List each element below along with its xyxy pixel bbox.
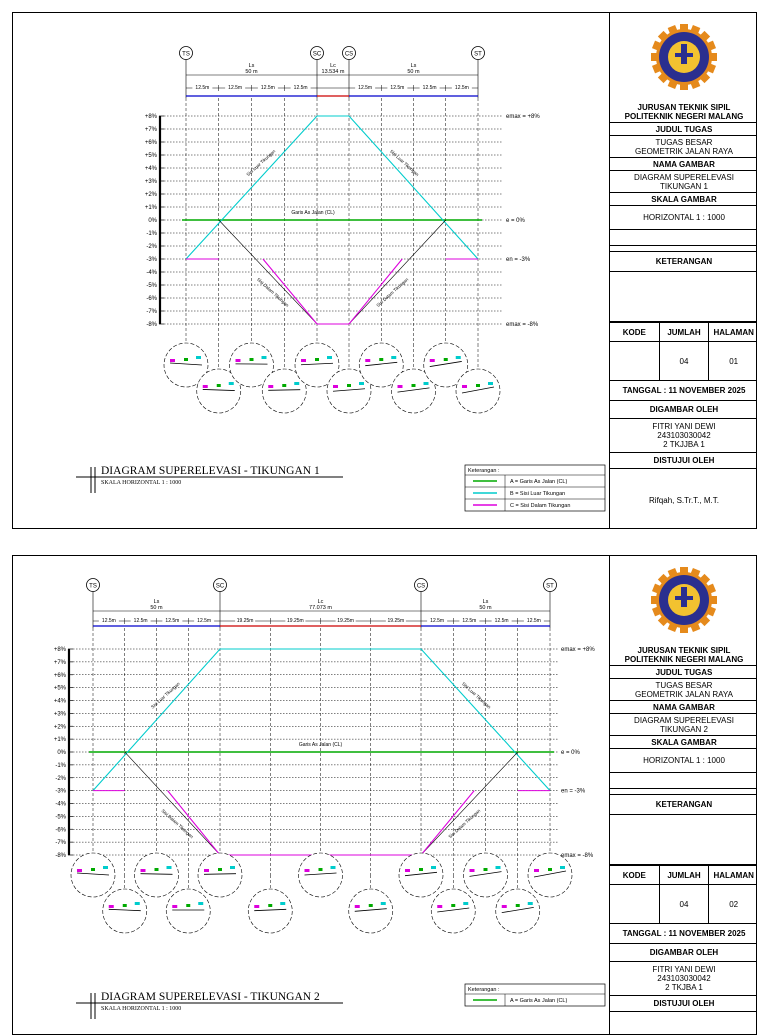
cross-section: [248, 875, 292, 933]
section-mark-c: [430, 359, 435, 362]
legend-item: B = Sisi Luar Tikungan: [510, 491, 565, 497]
section-mark-a: [548, 868, 552, 871]
percent-tick-label: +2%: [54, 724, 67, 730]
cross-section: [349, 875, 393, 933]
section-mark-c: [534, 869, 539, 872]
jumlah-value: 04: [660, 342, 710, 380]
section-mark-a: [217, 384, 221, 387]
percent-axis: [145, 114, 164, 328]
titleblock-disetujui-head: [610, 453, 757, 469]
drawing-scale-text: SKALA HORIZONTAL 1 : 1000: [101, 480, 181, 486]
station-marker: [415, 579, 428, 629]
segment-label: 12.5m: [195, 85, 209, 91]
section-mark-c: [470, 869, 475, 872]
titleblock-nama-head: NAMA GAMBAR: [653, 703, 715, 712]
halaman-head: HALAMAN: [709, 323, 757, 341]
percent-tick-label: -5%: [55, 814, 66, 820]
legend-title: Keterangan :: [468, 987, 500, 993]
percent-tick-label: -2%: [55, 776, 66, 782]
dimension-lines: [186, 63, 478, 75]
inner-edge-label-left: Sisi Dalam Tikungan: [160, 808, 194, 839]
halaman-value: 02: [709, 885, 757, 923]
jumlah-head: JUMLAH: [660, 323, 710, 341]
ls-value: 50 m: [479, 605, 492, 611]
inner-edge-c: [168, 791, 475, 855]
section-mark-c: [254, 905, 259, 908]
titleblock-judul-head: JUDUL TUGAS: [656, 668, 713, 677]
segment-label: 19.25m: [287, 618, 304, 624]
segment-label: 12.5m: [165, 618, 179, 624]
titleblock-name: FITRI YANI DEWI: [652, 422, 715, 431]
section-mark-b: [463, 902, 468, 905]
drawing-sheet-1: [12, 12, 757, 529]
section-mark-a: [516, 904, 520, 907]
section-mark-b: [381, 902, 386, 905]
percent-tick-label: -1%: [146, 231, 157, 237]
segment-label: 19.25m: [388, 618, 405, 624]
drawing-title: [76, 991, 343, 1019]
titleblock-nama-head: NAMA GAMBAR: [653, 160, 715, 169]
institution-logo: [610, 13, 757, 101]
titleblock-drafter: [610, 419, 757, 453]
percent-tick-label: +4%: [145, 166, 158, 172]
section-mark-b: [359, 382, 364, 385]
percent-tick-label: -2%: [146, 244, 157, 250]
section-mark-b: [230, 866, 235, 869]
ls-label: Ls: [154, 599, 160, 605]
section-mark-c: [170, 359, 175, 362]
titleblock-kelas: 2 TKJBA 1: [665, 983, 703, 992]
titleblock-disetujui-head: [610, 996, 757, 1012]
segment-label: 12.5m: [228, 85, 242, 91]
titleblock-judul-head: [610, 123, 757, 136]
section-circle: [456, 369, 500, 413]
cross-section: [299, 853, 343, 897]
titleblock-approver: Rifqah, S.Tr.T., M.T.: [649, 496, 719, 505]
titleblock-nama-head: [610, 158, 757, 171]
section-mark-c: [398, 385, 403, 388]
station-label: SC: [216, 583, 225, 589]
titleblock-judul-head: JUDUL TUGAS: [656, 125, 713, 134]
kode-table: [610, 865, 757, 924]
titleblock-keterangan-head: [610, 252, 757, 272]
percent-tick-label: +1%: [54, 737, 67, 743]
titleblock-nama-value: [610, 714, 757, 736]
section-mark-b: [424, 382, 429, 385]
section-mark-a: [476, 384, 480, 387]
percent-tick-label: +3%: [54, 711, 67, 717]
section-mark-c: [204, 869, 209, 872]
centerline-label: Garis As Jalan (CL): [291, 210, 335, 216]
titleblock-keterangan-head: [610, 795, 757, 815]
kode-value: [610, 342, 660, 380]
section-mark-b: [431, 866, 436, 869]
cross-section: [464, 853, 508, 897]
segment-label: 12.5m: [390, 85, 404, 91]
titleblock-institution: [610, 101, 757, 123]
section-circle: [431, 889, 475, 933]
station-label: SC: [313, 51, 322, 57]
percent-tick-label: +1%: [145, 205, 158, 211]
inner-edge-label-left: Sisi Dalam Tikungan: [256, 277, 290, 308]
titleblock-dept: JURUSAN TEKNIK SIPIL: [638, 646, 731, 655]
station-label: TS: [182, 51, 190, 57]
percent-tick-label: +6%: [145, 140, 158, 146]
titleblock-skala: HORIZONTAL 1 : 1000: [643, 756, 725, 765]
titleblock-tanggal: [610, 381, 757, 401]
station-label: CS: [417, 583, 425, 589]
e-label: e = 0%: [506, 218, 526, 224]
titleblock-judul-value: [610, 136, 757, 158]
segment-label: 12.5m: [495, 618, 509, 624]
titleblock-name: FITRI YANI DEWI: [652, 965, 715, 974]
section-mark-c: [502, 905, 507, 908]
cross-section: [135, 853, 179, 897]
section-mark-a: [369, 904, 373, 907]
section-mark-a: [379, 358, 383, 361]
section-mark-b: [496, 866, 501, 869]
section-circle: [528, 853, 572, 897]
titleblock-blank-row: [610, 773, 757, 789]
station-marker: [214, 579, 227, 629]
ls-label: Ls: [483, 599, 489, 605]
section-mark-a: [218, 868, 222, 871]
section-mark-b: [327, 356, 332, 359]
percent-tick-label: +7%: [145, 127, 158, 133]
percent-tick-label: -6%: [146, 296, 157, 302]
section-mark-a: [319, 868, 323, 871]
section-mark-c: [355, 905, 360, 908]
institution-logo: [610, 556, 757, 644]
percent-tick-label: -3%: [146, 257, 157, 263]
section-mark-a: [444, 358, 448, 361]
section-mark-b: [135, 902, 140, 905]
drawing-title: [76, 465, 343, 493]
section-mark-b: [294, 382, 299, 385]
titleblock-skala: HORIZONTAL 1 : 1000: [643, 213, 725, 222]
section-circle: [135, 853, 179, 897]
titleblock-nim: 243103030042: [657, 431, 710, 440]
percent-tick-label: -8%: [55, 853, 66, 859]
section-circle: [198, 853, 242, 897]
ls-label: Ls: [411, 63, 417, 69]
e-label: e = 0%: [561, 750, 581, 756]
percent-tick-label: -7%: [55, 840, 66, 846]
section-circle: [166, 889, 210, 933]
section-mark-b: [103, 866, 108, 869]
titleblock-tanggal: TANGGAL : 11 NOVEMBER 2025: [623, 386, 746, 395]
station-marker: [87, 579, 100, 629]
titleblock-judul2: GEOMETRIK JALAN RAYA: [635, 690, 733, 699]
section-mark-a: [155, 868, 159, 871]
jumlah-head: JUMLAH: [660, 866, 710, 884]
section-circle: [399, 853, 443, 897]
legend-item: A = Garis As Jalan (CL): [510, 479, 567, 485]
titleblock-judul1: TUGAS BESAR: [656, 138, 713, 147]
titleblock-judul-head: [610, 666, 757, 679]
titleblock-drafter: [610, 962, 757, 996]
percent-tick-label: +4%: [54, 699, 67, 705]
station-label: ST: [474, 51, 482, 57]
segment-label: 12.5m: [423, 85, 437, 91]
titleblock-skala-head: SKALA GAMBAR: [651, 738, 716, 747]
section-mark-a: [268, 904, 272, 907]
station-label: CS: [345, 51, 353, 57]
cross-sections: [71, 853, 572, 933]
percent-tick-label: -4%: [55, 802, 66, 808]
segment-label: 12.5m: [197, 618, 211, 624]
segment-label: 12.5m: [294, 85, 308, 91]
section-mark-b: [331, 866, 336, 869]
jumlah-value: 04: [660, 885, 710, 923]
titleblock-school: POLITEKNIK NEGERI MALANG: [625, 655, 744, 664]
percent-tick-label: +2%: [145, 192, 158, 198]
titleblock-blank-row: [610, 230, 757, 246]
section-mark-c: [405, 869, 410, 872]
percent-tick-label: +7%: [54, 660, 67, 666]
titleblock-nama1: DIAGRAM SUPERELEVASI: [634, 173, 734, 182]
section-mark-b: [560, 866, 565, 869]
segment-label: 12.5m: [527, 618, 541, 624]
cross-sections: [164, 343, 500, 413]
station-label: TS: [89, 583, 97, 589]
e-label: emax = +8%: [506, 114, 540, 120]
section-mark-b: [456, 356, 461, 359]
segment-label: 12.5m: [358, 85, 372, 91]
section-mark-a: [184, 358, 188, 361]
section-circle: [496, 889, 540, 933]
titleblock-digambar-head: [610, 944, 757, 962]
titleblock-institution: [610, 644, 757, 666]
titleblock-tanggal: [610, 924, 757, 944]
segment-dimensions: [93, 617, 550, 624]
halaman-head: HALAMAN: [709, 866, 757, 884]
percent-tick-label: -1%: [55, 763, 66, 769]
titleblock-nama-value: [610, 171, 757, 193]
section-mark-b: [167, 866, 172, 869]
dimension-lines: [93, 599, 550, 611]
titleblock-nama2: TIKUNGAN 2: [660, 725, 708, 734]
ls-value: 50 m: [150, 605, 163, 611]
outer-edge-label-right: Sisi Luar Tikungan: [389, 149, 420, 178]
segment-label: 19.25m: [337, 618, 354, 624]
titleblock-judul2: GEOMETRIK JALAN RAYA: [635, 147, 733, 156]
halaman-value: 01: [709, 342, 757, 380]
ls-value: 50 m: [245, 69, 258, 75]
section-mark-a: [186, 904, 190, 907]
segment-label: 12.5m: [134, 618, 148, 624]
titleblock-keterangan-area: [610, 815, 757, 865]
outer-edge-label-left: Sisi Luar Tikungan: [245, 148, 276, 177]
section-mark-b: [262, 356, 267, 359]
section-mark-a: [419, 868, 423, 871]
e-label: en = -3%: [561, 789, 586, 795]
section-mark-a: [484, 868, 488, 871]
section-mark-c: [109, 905, 114, 908]
legend-title: Keterangan :: [468, 468, 500, 474]
section-mark-c: [462, 385, 467, 388]
titleblock-skala-head: SKALA GAMBAR: [651, 195, 716, 204]
percent-tick-label: -8%: [146, 322, 157, 328]
cross-section: [399, 853, 443, 897]
lc-label: Lc: [318, 599, 324, 605]
section-mark-c: [333, 385, 338, 388]
ls-label: Ls: [249, 63, 255, 69]
drawing-scale-text: SKALA HORIZONTAL 1 : 1000: [101, 1006, 181, 1012]
station-marker: [544, 579, 557, 629]
cross-section: [198, 853, 242, 897]
percent-tick-label: +8%: [145, 114, 158, 120]
section-mark-c: [141, 869, 146, 872]
percent-axis: [54, 647, 73, 859]
percent-tick-label: +3%: [145, 179, 158, 185]
drawing-title-text: DIAGRAM SUPERELEVASI - TIKUNGAN 2: [101, 991, 320, 1003]
title-block-1: [609, 13, 757, 528]
kode-head: KODE: [610, 866, 660, 884]
section-mark-a: [250, 358, 254, 361]
segment-label: 12.5m: [102, 618, 116, 624]
percent-tick-label: -7%: [146, 309, 157, 315]
titleblock-dept: JURUSAN TEKNIK SIPIL: [638, 103, 731, 112]
titleblock-digambar-head: [610, 401, 757, 419]
titleblock-school: POLITEKNIK NEGERI MALANG: [625, 112, 744, 121]
section-mark-b: [488, 382, 493, 385]
section-mark-a: [123, 904, 127, 907]
section-mark-c: [77, 869, 82, 872]
drawing-title-text: DIAGRAM SUPERELEVASI - TIKUNGAN 1: [101, 465, 320, 477]
titleblock-skala-value: [610, 749, 757, 773]
section-mark-c: [236, 359, 241, 362]
percent-tick-label: +5%: [145, 153, 158, 159]
e-label: emax = -8%: [561, 853, 594, 859]
section-mark-b: [196, 356, 201, 359]
segment-label: 12.5m: [455, 85, 469, 91]
section-mark-c: [365, 359, 370, 362]
kode-table: [610, 322, 757, 381]
titleblock-nama1: DIAGRAM SUPERELEVASI: [634, 716, 734, 725]
percent-tick-label: -3%: [55, 789, 66, 795]
outer-edge-label-left: Sisi Luar Tikungan: [150, 681, 181, 710]
percent-tick-label: +8%: [54, 647, 67, 653]
titleblock-nama-head: [610, 701, 757, 714]
lc-value: 77.073 m: [309, 605, 332, 611]
percent-tick-label: +5%: [54, 686, 67, 692]
station-label: ST: [546, 583, 554, 589]
section-mark-b: [391, 356, 396, 359]
e-label: en = -3%: [506, 257, 531, 263]
segment-dimensions: [186, 84, 478, 91]
titleblock-skala-head: [610, 193, 757, 206]
legend: [465, 984, 605, 1006]
percent-tick-label: -6%: [55, 827, 66, 833]
inner-edge-label-right: Sisi Dalam Tikungan: [447, 808, 481, 839]
section-mark-a: [412, 384, 416, 387]
outer-edge-b: [93, 649, 550, 791]
titleblock-digambar-head: DIGAMBAR OLEH: [650, 405, 718, 414]
ls-value: 50 m: [407, 69, 420, 75]
section-mark-b: [229, 382, 234, 385]
titleblock-ket-head: KETERANGAN: [656, 257, 712, 266]
outer-edge-b: [186, 116, 478, 259]
titleblock-skala-value: [610, 206, 757, 230]
titleblock-skala-head: [610, 736, 757, 749]
percent-tick-label: -4%: [146, 270, 157, 276]
titleblock-approver: [610, 469, 757, 509]
section-circle: [464, 853, 508, 897]
percent-tick-label: -5%: [146, 283, 157, 289]
lc-label: Lc: [330, 63, 336, 69]
section-mark-a: [282, 384, 286, 387]
outer-edge-label-right: Sisi Luar Tikungan: [461, 681, 492, 710]
segment-label: 19.25m: [237, 618, 254, 624]
drawing-sheet-2: [12, 555, 757, 1035]
e-label: emax = +8%: [561, 647, 595, 653]
titleblock-disetujui-head: DISTUJUI OLEH: [654, 456, 715, 465]
inner-edge-guide: [125, 752, 518, 855]
kode-head: KODE: [610, 323, 660, 341]
titleblock-nama2: TIKUNGAN 1: [660, 182, 708, 191]
section-mark-c: [172, 905, 177, 908]
inner-edge-label-right: Sisi Dalam Tikungan: [375, 276, 409, 307]
cross-section: [71, 853, 115, 897]
station-marker: [472, 47, 485, 99]
superelevation-diagram-2: [13, 556, 609, 1035]
titleblock-tanggal: TANGGAL : 11 NOVEMBER 2025: [623, 929, 746, 938]
title-block-2: [609, 556, 757, 1034]
cross-section: [528, 853, 572, 897]
titleblock-nim: 243103030042: [657, 974, 710, 983]
section-mark-b: [198, 902, 203, 905]
e-label: emax = -8%: [506, 322, 539, 328]
lc-value: 13.534 m: [322, 69, 345, 75]
legend-item: A = Garis As Jalan (CL): [510, 998, 567, 1004]
legend-item: C = Sisi Dalam Tikungan: [510, 503, 570, 509]
section-mark-c: [305, 869, 310, 872]
titleblock-digambar-head: DIGAMBAR OLEH: [650, 948, 718, 957]
centerline-label: Garis As Jalan (CL): [299, 742, 343, 748]
section-mark-b: [528, 902, 533, 905]
titleblock-ket-head: KETERANGAN: [656, 800, 712, 809]
section-mark-c: [268, 385, 273, 388]
section-mark-a: [91, 868, 95, 871]
section-mark-a: [347, 384, 351, 387]
section-mark-a: [315, 358, 319, 361]
section-mark-a: [451, 904, 455, 907]
station-marker: [180, 47, 193, 99]
segment-label: 12.5m: [430, 618, 444, 624]
superelevation-diagram-1: [13, 13, 609, 529]
titleblock-judul-value: [610, 679, 757, 701]
percent-tick-label: +6%: [54, 673, 67, 679]
titleblock-keterangan-area: [610, 272, 757, 322]
section-mark-c: [301, 359, 306, 362]
titleblock-disetujui-head: DISTUJUI OLEH: [654, 999, 715, 1008]
kode-value: [610, 885, 660, 923]
titleblock-kelas: 2 TKJJBA 1: [663, 440, 705, 449]
section-mark-c: [203, 385, 208, 388]
percent-tick-label: 0%: [148, 218, 157, 224]
section-mark-b: [280, 902, 285, 905]
section-mark-c: [437, 905, 442, 908]
percent-tick-label: 0%: [57, 750, 66, 756]
titleblock-judul1: TUGAS BESAR: [656, 681, 713, 690]
legend: [465, 465, 605, 511]
segment-label: 12.5m: [462, 618, 476, 624]
segment-label: 12.5m: [261, 85, 275, 91]
